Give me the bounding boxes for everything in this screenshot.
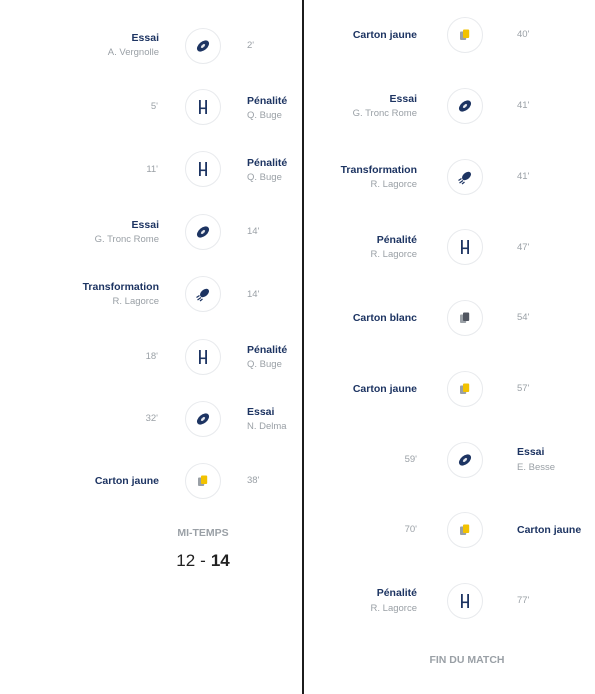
event-icon-circle bbox=[185, 89, 221, 125]
event-title: Essai bbox=[247, 406, 275, 418]
event-player: R. Lagorce bbox=[112, 296, 159, 307]
white-card-icon bbox=[458, 311, 472, 325]
event-minute: 47' bbox=[517, 242, 530, 253]
event-title: Carton jaune bbox=[352, 383, 417, 395]
event-title: Carton jaune bbox=[352, 29, 417, 41]
event-icon-circle bbox=[185, 401, 221, 437]
event-icon-circle bbox=[447, 300, 483, 336]
fulltime-label: FIN DU MATCH bbox=[429, 654, 505, 666]
event-minute: 41' bbox=[517, 171, 530, 182]
event-minute: 14' bbox=[247, 226, 260, 237]
event-minute: 40' bbox=[517, 29, 530, 40]
event-minute: 2' bbox=[247, 40, 255, 51]
event-player: R. Lagorce bbox=[370, 603, 417, 614]
event-icon-circle bbox=[447, 17, 483, 53]
event-icon-circle bbox=[185, 463, 221, 499]
score-separator: - bbox=[200, 551, 206, 570]
column-divider bbox=[302, 0, 304, 694]
event-title: Essai bbox=[389, 93, 417, 105]
event-minute: 70' bbox=[404, 524, 417, 535]
event-player: Q. Buge bbox=[247, 110, 282, 121]
event-player: A. Vergnolle bbox=[107, 47, 159, 58]
halftime-label: MI-TEMPS bbox=[177, 527, 229, 539]
event-icon-circle bbox=[447, 229, 483, 265]
event-title: Essai bbox=[131, 32, 159, 44]
conversion-ball-icon bbox=[195, 286, 211, 302]
conversion-ball-icon bbox=[457, 169, 473, 185]
event-title: Transformation bbox=[340, 164, 417, 176]
event-icon-circle bbox=[185, 28, 221, 64]
goal-posts-icon bbox=[459, 593, 471, 609]
score-home: 12 bbox=[176, 551, 196, 570]
event-icon-circle bbox=[447, 512, 483, 548]
goal-posts-icon bbox=[197, 161, 209, 177]
event-title: Carton jaune bbox=[94, 475, 159, 487]
event-player: G. Tronc Rome bbox=[94, 234, 159, 245]
event-minute: 54' bbox=[517, 312, 530, 323]
event-title: Pénalité bbox=[376, 234, 417, 246]
event-minute: 11' bbox=[146, 164, 158, 175]
event-player: Q. Buge bbox=[247, 172, 282, 183]
event-icon-circle bbox=[447, 371, 483, 407]
event-player: N. Delma bbox=[247, 421, 287, 432]
yellow-card-icon bbox=[196, 474, 210, 488]
event-icon-circle bbox=[185, 339, 221, 375]
event-minute: 14' bbox=[247, 289, 260, 300]
event-title: Pénalité bbox=[376, 587, 417, 599]
event-icon-circle bbox=[447, 583, 483, 619]
event-minute: 57' bbox=[517, 383, 530, 394]
event-title: Essai bbox=[131, 219, 159, 231]
rugby-ball-icon bbox=[195, 38, 211, 54]
halftime-score bbox=[143, 551, 263, 571]
rugby-ball-icon bbox=[195, 411, 211, 427]
event-title: Transformation bbox=[82, 281, 159, 293]
event-icon-circle bbox=[447, 442, 483, 478]
event-icon-circle bbox=[447, 88, 483, 124]
goal-posts-icon bbox=[459, 239, 471, 255]
goal-posts-icon bbox=[197, 99, 209, 115]
event-player: G. Tronc Rome bbox=[352, 108, 417, 119]
event-title: Carton blanc bbox=[352, 312, 417, 324]
yellow-card-icon bbox=[458, 523, 472, 537]
event-minute: 18' bbox=[145, 351, 158, 362]
event-minute: 5' bbox=[150, 101, 158, 112]
event-minute: 41' bbox=[517, 100, 530, 111]
event-player: R. Lagorce bbox=[370, 179, 417, 190]
event-title: Pénalité bbox=[247, 157, 288, 169]
event-player: Q. Buge bbox=[247, 359, 282, 370]
event-title: Pénalité bbox=[247, 344, 288, 356]
event-icon-circle bbox=[185, 214, 221, 250]
rugby-ball-icon bbox=[195, 224, 211, 240]
rugby-ball-icon bbox=[457, 452, 473, 468]
event-title: Pénalité bbox=[247, 95, 288, 107]
score-away: 14 bbox=[210, 551, 230, 570]
event-minute: 59' bbox=[404, 454, 417, 465]
event-minute: 77' bbox=[517, 595, 530, 606]
event-player: E. Besse bbox=[517, 462, 556, 473]
event-title: Carton jaune bbox=[517, 524, 582, 536]
yellow-card-icon bbox=[458, 28, 472, 42]
event-player: R. Lagorce bbox=[370, 249, 417, 260]
event-minute: 32' bbox=[145, 413, 158, 424]
event-icon-circle bbox=[185, 276, 221, 312]
rugby-ball-icon bbox=[457, 98, 473, 114]
event-icon-circle bbox=[185, 151, 221, 187]
event-icon-circle bbox=[447, 159, 483, 195]
yellow-card-icon bbox=[458, 382, 472, 396]
event-title: Essai bbox=[517, 446, 545, 458]
event-minute: 38' bbox=[247, 475, 260, 486]
goal-posts-icon bbox=[197, 349, 209, 365]
